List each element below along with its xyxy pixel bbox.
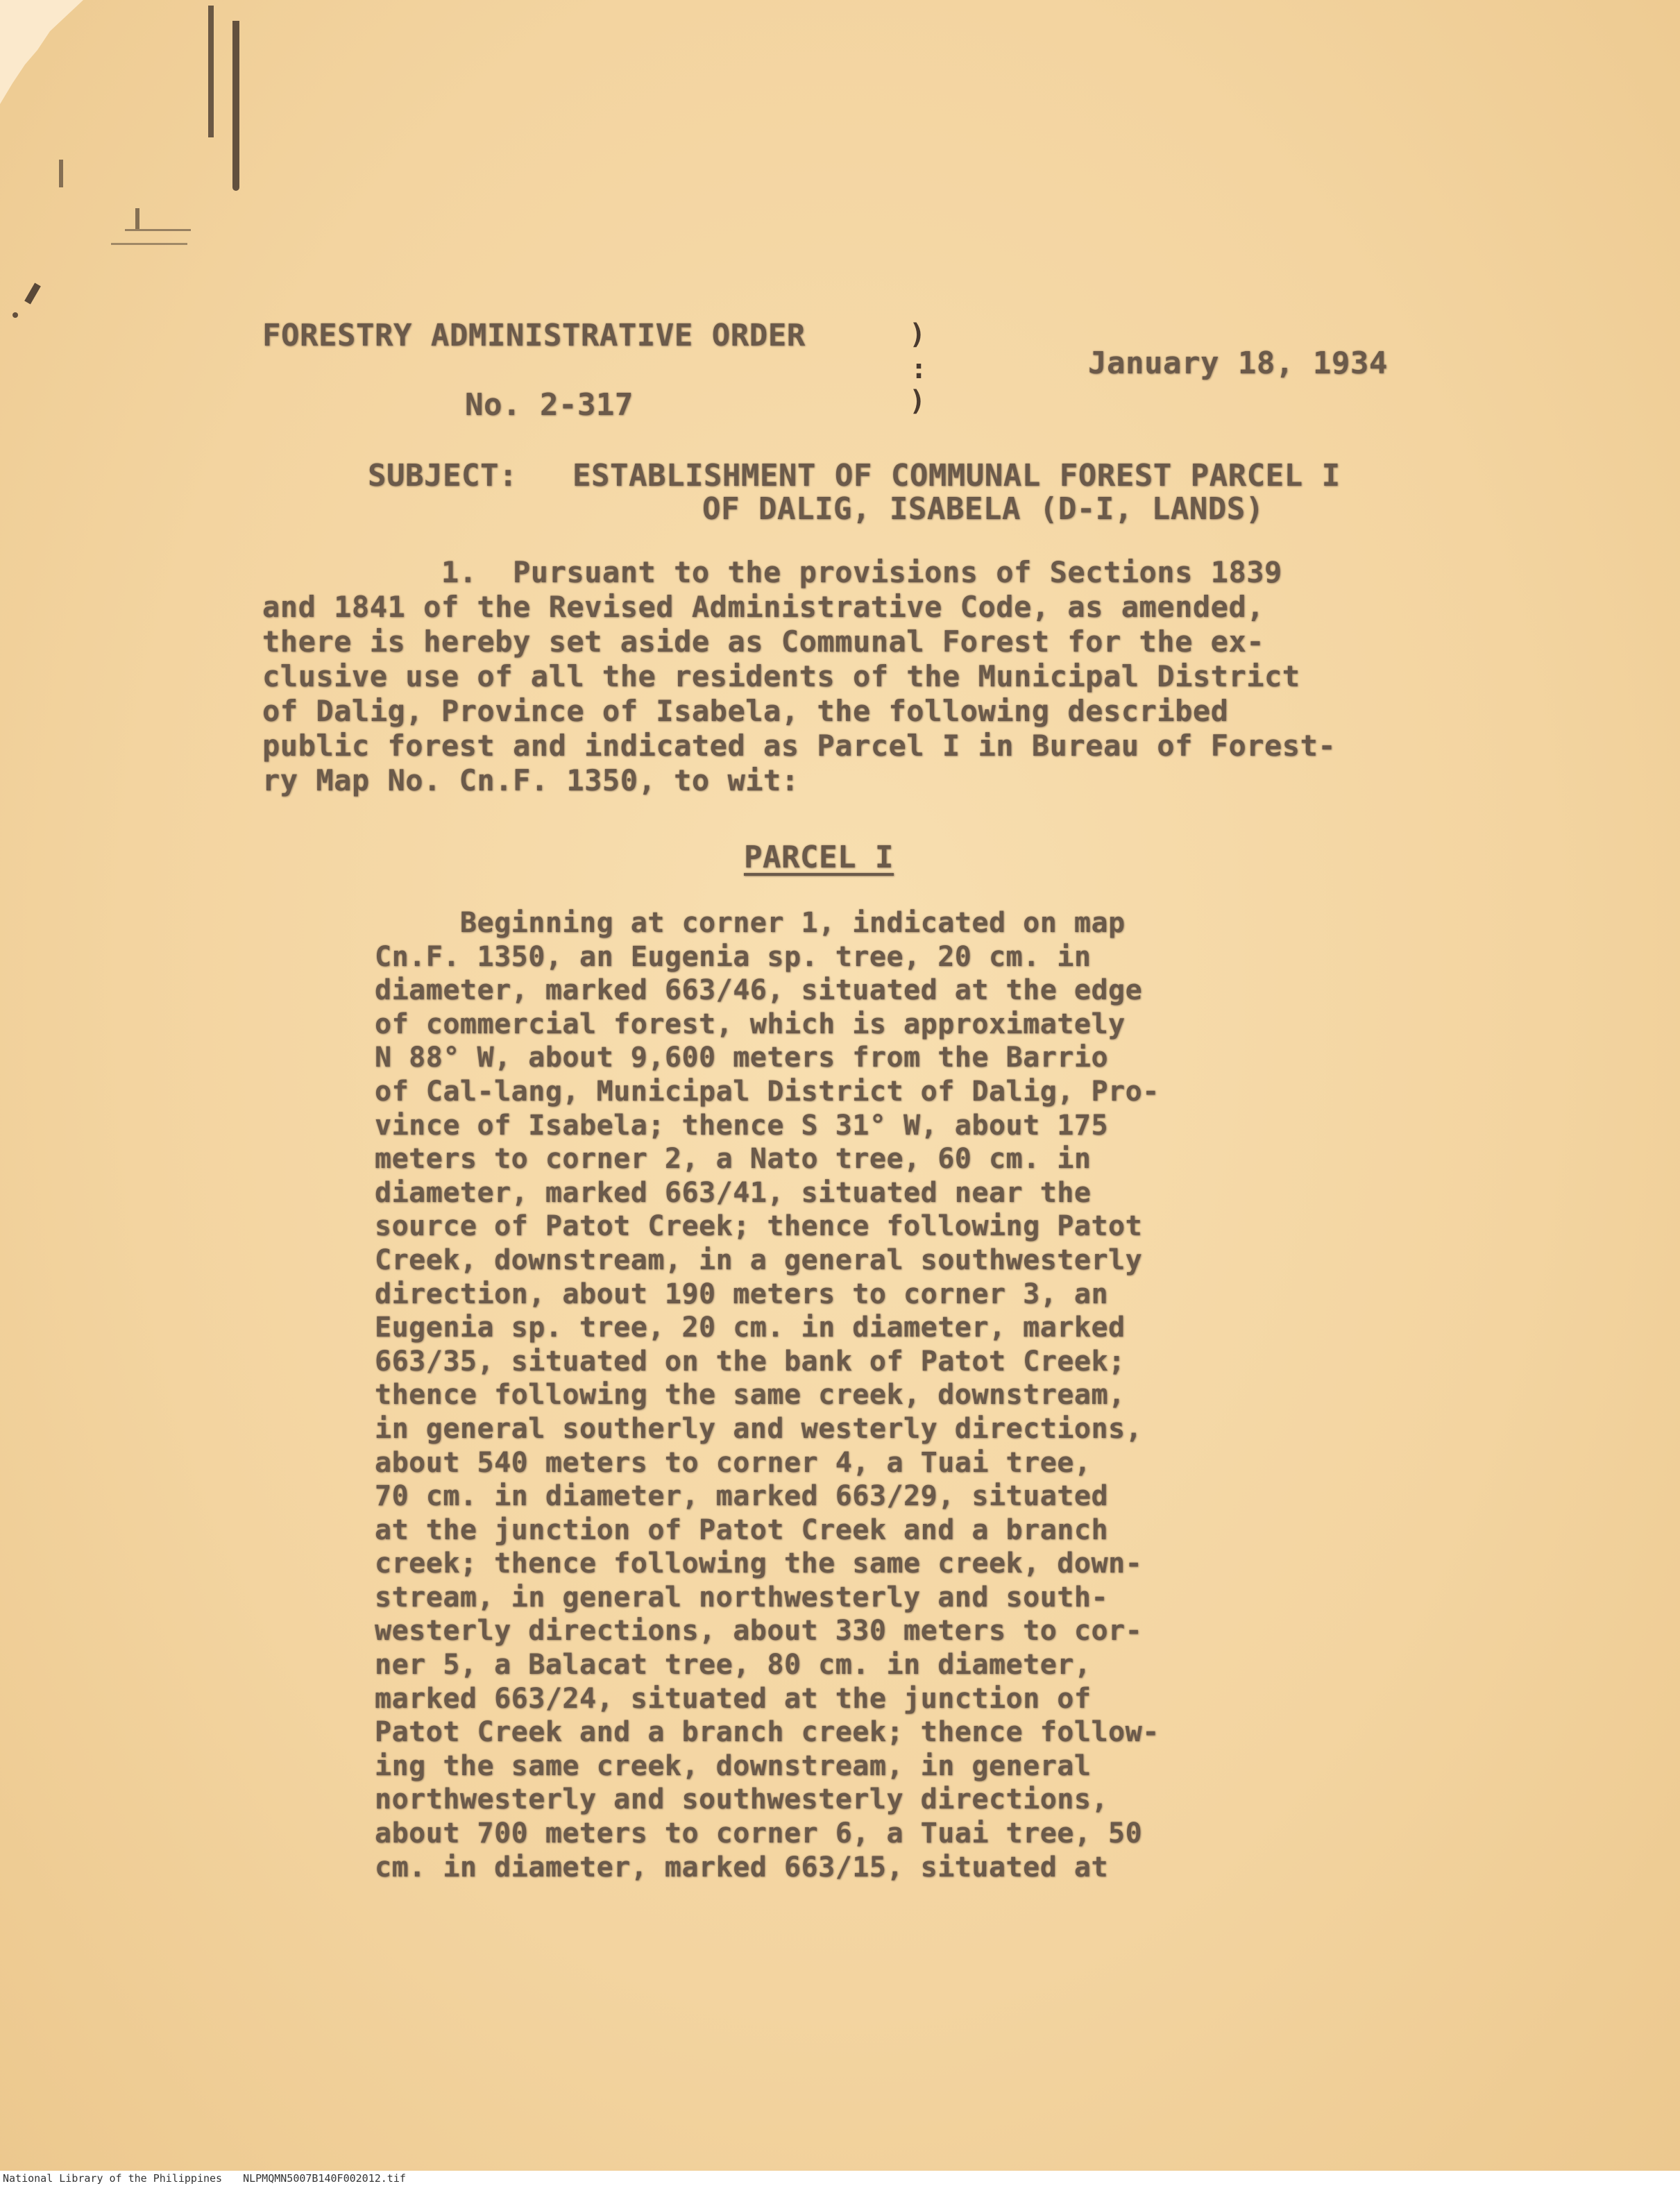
subject-line-1: ESTABLISHMENT OF COMMUNAL FOREST PARCEL I <box>572 458 1341 493</box>
parcel-line: vince of Isabela; thence S 31° W, about 175 <box>375 1109 1109 1142</box>
bracket-bottom: ) <box>909 385 926 417</box>
parcel-line: diameter, marked 663/41, situated near the <box>375 1176 1092 1209</box>
parcel-line: Beginning at corner 1, indicated on map <box>375 907 1126 939</box>
paragraph-line: ry Map No. Cn.F. 1350, to wit: <box>262 763 799 797</box>
parcel-line: stream, in general northwesterly and south- <box>375 1581 1109 1613</box>
parcel-line: Patot Creek and a branch creek; thence follow- <box>375 1716 1160 1749</box>
binder-mark <box>59 160 63 187</box>
subject-line-2: OF DALIG, ISABELA (D-I, LANDS) <box>702 491 1264 527</box>
binder-mark <box>125 229 191 231</box>
paragraph-line: of Dalig, Province of Isabela, the following described <box>262 694 1229 728</box>
parcel-line: at the junction of Patot Creek and a branch <box>375 1514 1109 1546</box>
parcel-line: 663/35, situated on the bank of Patot Creek; <box>375 1345 1126 1378</box>
paragraph-line: 1. Pursuant to the provisions of Sections 1839 <box>262 555 1282 589</box>
parcel-line: 70 cm. in diameter, marked 663/29, situated <box>375 1480 1109 1513</box>
parcel-line: westerly directions, about 330 meters to cor- <box>375 1615 1143 1647</box>
parcel-line: direction, about 190 meters to corner 3, an <box>375 1278 1109 1310</box>
parcel-line: marked 663/24, situated at the junction of <box>375 1682 1092 1715</box>
parcel-line: Cn.F. 1350, an Eugenia sp. tree, 20 cm. in <box>375 940 1092 973</box>
parcel-line: Eugenia sp. tree, 20 cm. in diameter, marked <box>375 1312 1126 1344</box>
binder-mark <box>135 208 139 229</box>
paragraph-1 <box>262 555 1336 798</box>
binder-mark <box>232 21 239 191</box>
parcel-line: of Cal-lang, Municipal District of Dalig, Pro- <box>375 1075 1160 1108</box>
parcel-line: about 540 meters to corner 4, a Tuai tree, <box>375 1446 1092 1479</box>
footer-filename: NLPMQMN5007B140F002012.tif <box>243 2172 406 2185</box>
subject-label: SUBJECT: <box>368 458 518 493</box>
binder-mark <box>24 283 41 305</box>
bracket-middle: : <box>910 353 928 385</box>
parcel-line: diameter, marked 663/46, situated at the edge <box>375 974 1143 1007</box>
parcel-line: creek; thence following the same creek, down- <box>375 1548 1143 1580</box>
footer-source: National Library of the Philippines <box>3 2172 223 2185</box>
parcel-description <box>375 906 1160 1884</box>
parcel-line: N 88° W, about 9,600 meters from the Barrio <box>375 1042 1109 1074</box>
parcel-line: in general southerly and westerly directions, <box>375 1412 1143 1445</box>
order-number: No. 2-317 <box>465 387 634 423</box>
paragraph-line: and 1841 of the Revised Administrative Code, as amended, <box>262 590 1265 624</box>
parcel-line: of commercial forest, which is approximately <box>375 1008 1126 1040</box>
parcel-line: Creek, downstream, in a general southwesterly <box>375 1244 1143 1276</box>
paragraph-line: public forest and indicated as Parcel I in Bureau of Forest- <box>262 729 1337 763</box>
parcel-line: thence following the same creek, downstream, <box>375 1379 1126 1412</box>
parcel-line: source of Patot Creek; thence following Patot <box>375 1210 1143 1243</box>
parcel-line: ner 5, a Balacat tree, 80 cm. in diameter, <box>375 1649 1092 1681</box>
paragraph-line: clusive use of all the residents of the Municipal District <box>262 659 1300 693</box>
order-date: January 18, 1934 <box>1088 346 1388 381</box>
parcel-line: northwesterly and southwesterly directions, <box>375 1783 1109 1816</box>
parcel-heading: PARCEL I <box>744 840 894 875</box>
parcel-line: meters to corner 2, a Nato tree, 60 cm. in <box>375 1143 1092 1176</box>
parcel-line: ing the same creek, downstream, in general <box>375 1749 1092 1782</box>
order-title: FORESTRY ADMINISTRATIVE ORDER <box>262 318 806 353</box>
torn-corner <box>0 0 83 104</box>
binder-mark <box>111 243 187 245</box>
parcel-line: cm. in diameter, marked 663/15, situated at <box>375 1851 1109 1883</box>
binder-mark <box>208 6 214 137</box>
scan-footer <box>0 2171 1680 2186</box>
paragraph-line: there is hereby set aside as Communal Forest for the ex- <box>262 625 1265 659</box>
bracket-top: ) <box>909 319 926 350</box>
parcel-line: about 700 meters to corner 6, a Tuai tree, 50 <box>375 1818 1143 1850</box>
binder-mark <box>12 312 18 318</box>
